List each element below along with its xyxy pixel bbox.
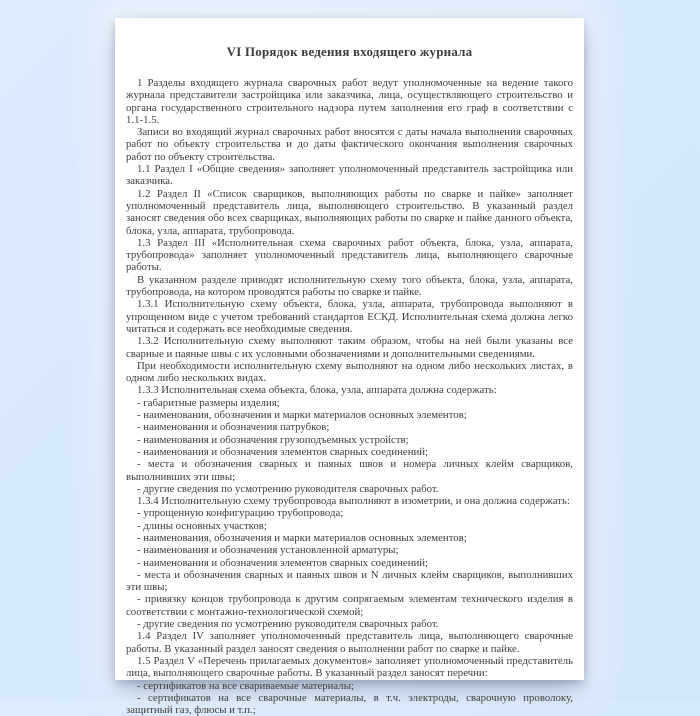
document-paragraph: - привязку концов трубопровода к другим сопрягаемым элементам технического изделия в соответствии с монтажно-технологической схемой;	[126, 593, 573, 618]
document-paragraph: - места и обозначения сварных и паяных швов и N личных клейм сварщиков, выполнивших эти швы;	[126, 568, 573, 594]
document-paragraph: 1.2 Раздел II «Список сварщиков, выполняющих работы по сварке и пайке» заполняет уполномоченный представитель лица, выполняющего строительство. В указанный раздел заносят сведения обо всех сварщиках, выполняющих работы по сварке и пайке данного объекта, блока, узла, аппарата, трубопровода.	[126, 187, 573, 237]
document-paragraph: - наименования, обозначения и марки материалов основных элементов;	[137, 531, 467, 544]
document-paragraph: - габаритные размеры изделия;	[137, 396, 280, 409]
document-paragraph: - длины основных участков;	[137, 519, 267, 532]
document-paragraph: При необходимости исполнительную схему выполняют на одном либо нескольких листах, в одном либо нескольких видах.	[126, 359, 573, 385]
document-paragraph: - другие сведения по усмотрению руководителя сварочных работ.	[137, 482, 439, 495]
document-paragraph: - наименования и обозначения патрубков;	[137, 421, 330, 434]
document-paragraph: - наименования и обозначения элементов сварных соединений;	[137, 445, 429, 458]
document-paragraph: - упрощенную конфигурацию трубопровода;	[137, 507, 344, 520]
document-paragraph: - сертификатов на все свариваемые материалы;	[137, 679, 354, 692]
document-title: VI Порядок ведения входящего журнала	[226, 44, 473, 59]
document-paragraph: - наименования, обозначения и марки материалов основных элементов;	[137, 409, 467, 422]
document-paragraph: - сертификатов на все сварочные материалы, в т.ч. электроды, сварочную проволоку, защитный газ, флюсы и т.п.;	[126, 691, 573, 716]
document-paragraph: - наименования и обозначения установленной арматуры;	[137, 544, 399, 557]
document-paragraph: 1.5 Раздел V «Перечень прилагаемых документов» заполняет уполномоченный представитель лица, выполняющего сварочные работы. В указанный раздел заносят перечни:	[126, 654, 573, 680]
document-paragraph: - места и обозначения сварных и паяных швов и номера личных клейм сварщиков, выполнивших эти швы;	[126, 458, 573, 483]
document-paragraph: - наименования и обозначения грузоподъемных устройств;	[137, 433, 409, 446]
document-page	[115, 18, 584, 716]
document-paragraph: 1.1 Раздел I «Общие сведения» заполняет уполномоченный представитель застройщика или заказчика.	[126, 163, 573, 188]
document-paragraph: 1.3.2 Исполнительную схему выполняют таким образом, чтобы на ней были указаны все сварные и паяные швы с их условными обозначениями и дополнительными сведениями.	[126, 335, 573, 360]
document-paragraph: В указанном разделе приводят исполнительную схему того объекта, блока, узла, аппарата, трубопровода, на котором проводятся работы по сварке и пайке.	[126, 273, 573, 299]
document-paragraph: 1.3.4 Исполнительную схему трубопровода выполняют в изометрии, и она должна содержать:	[137, 495, 570, 508]
document-paragraph: 1.3.1 Исполнительную схему объекта, блока, узла, аппарата, трубопровода выполняют в упрощенном виде с учетом требований стандартов ЕСКД. Исполнительная схема должна легко читаться и содержать все необходимые сведения.	[126, 298, 573, 335]
document-paragraph: 1 Разделы входящего журнала сварочных работ ведут уполномоченные на ведение такого журнала представители застройщика или заказчика, лица, осуществляющего строительство и органа государственного строительного надзора путем заполнения его граф в соответствии с 1.1-1.5.	[126, 77, 573, 126]
document-body	[126, 77, 573, 716]
document-paragraph: 1.3 Раздел III «Исполнительная схема сварочных работ объекта, блока, узла, аппарата, трубопровода» заполняет уполномоченный представитель лица, выполняющего сварочные работы.	[126, 236, 573, 274]
document-paragraph: Записи во входящий журнал сварочных работ вносятся с даты начала выполнения сварочных работ по объекту строительства и до даты фактического окончания выполнения сварочных работ по объекту строительства.	[126, 126, 573, 163]
document-paragraph: 1.4 Раздел IV заполняет уполномоченный представитель лица, выполняющего сварочные работы. В указанный раздел заносят сведения о выполнении работ по сварке и пайке.	[126, 630, 573, 655]
document-paragraph: - другие сведения по усмотрению руководителя сварочных работ.	[137, 618, 439, 631]
document-paragraph: - наименования и обозначения элементов сварных соединений;	[137, 556, 429, 569]
document-paragraph: 1.3.3 Исполнительная схема объекта, блока, узла, аппарата должна содержать:	[137, 384, 497, 397]
